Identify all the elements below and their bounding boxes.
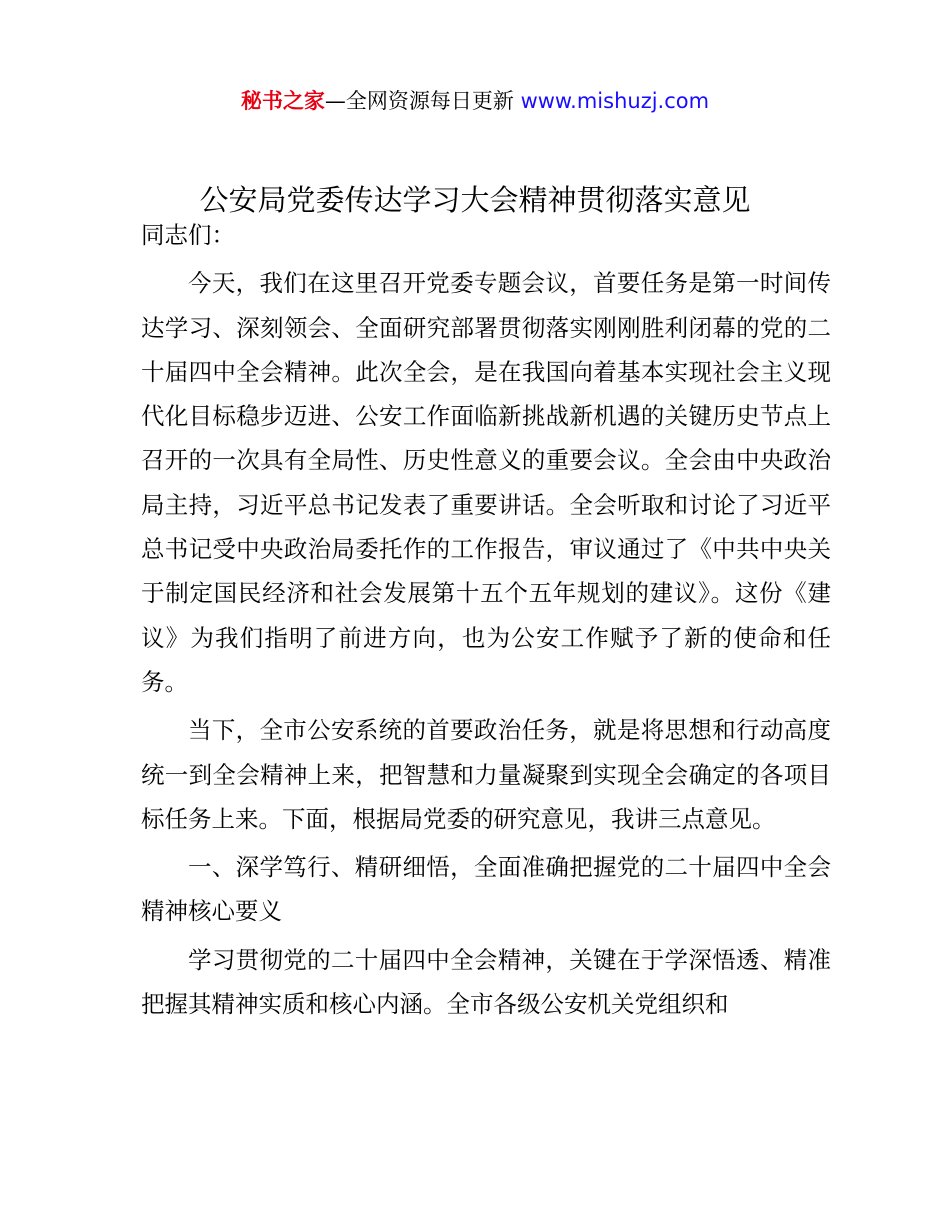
document-title: 公安局党委传达学习大会精神贯彻落实意见 [199, 183, 751, 217]
site-header [0, 86, 950, 116]
site-url-link[interactable]: www.mishuzj.com [520, 89, 710, 113]
salutation: 同志们： [141, 221, 235, 249]
paragraph: 今天，我们在这里召开党委专题会议，首要任务是第一时间传达学习、深刻领会、全面研究部署贯彻落实刚刚胜利闭幕的党的二十届四中全会精神。此次全会，是在我国向着基本实现社会主义现代化目标稳步迈进、公安工作面临新挑战新机遇的关键历史节点上召开的一次具有全局性、历史性意义的重要会议。全会由中央政治局主持，习近平总书记发表了重要讲话。全会听取和讨论了习近平总书记受中央政治局委托作的工作报告，审议通过了《中共中央关于制定国民经济和社会发展第十五个五年规划的建议》。这份《建议》为我们指明了前进方向，也为公安工作赋予了新的使命和任务。 [141, 269, 831, 696]
document-body [141, 213, 831, 1026]
paragraph: 当下，全市公安系统的首要政治任务，就是将思想和行动高度统一到全会精神上来，把智慧和力量凝聚到实现全会确定的各项目标任务上来。下面，根据局党委的研究意见，我讲三点意见。 [141, 716, 831, 833]
brand-name: 秘书之家 [240, 89, 325, 113]
section-heading: 一、深学笃行、精研细悟，全面准确把握党的二十届四中全会精神核心要义 [141, 853, 831, 926]
paragraph: 学习贯彻党的二十届四中全会精神，关键在于学深悟透、精准把握其精神实质和核心内涵。全市各级公安机关党组织和 [141, 945, 831, 1019]
site-slogan: —全网资源每日更新 [324, 89, 521, 113]
